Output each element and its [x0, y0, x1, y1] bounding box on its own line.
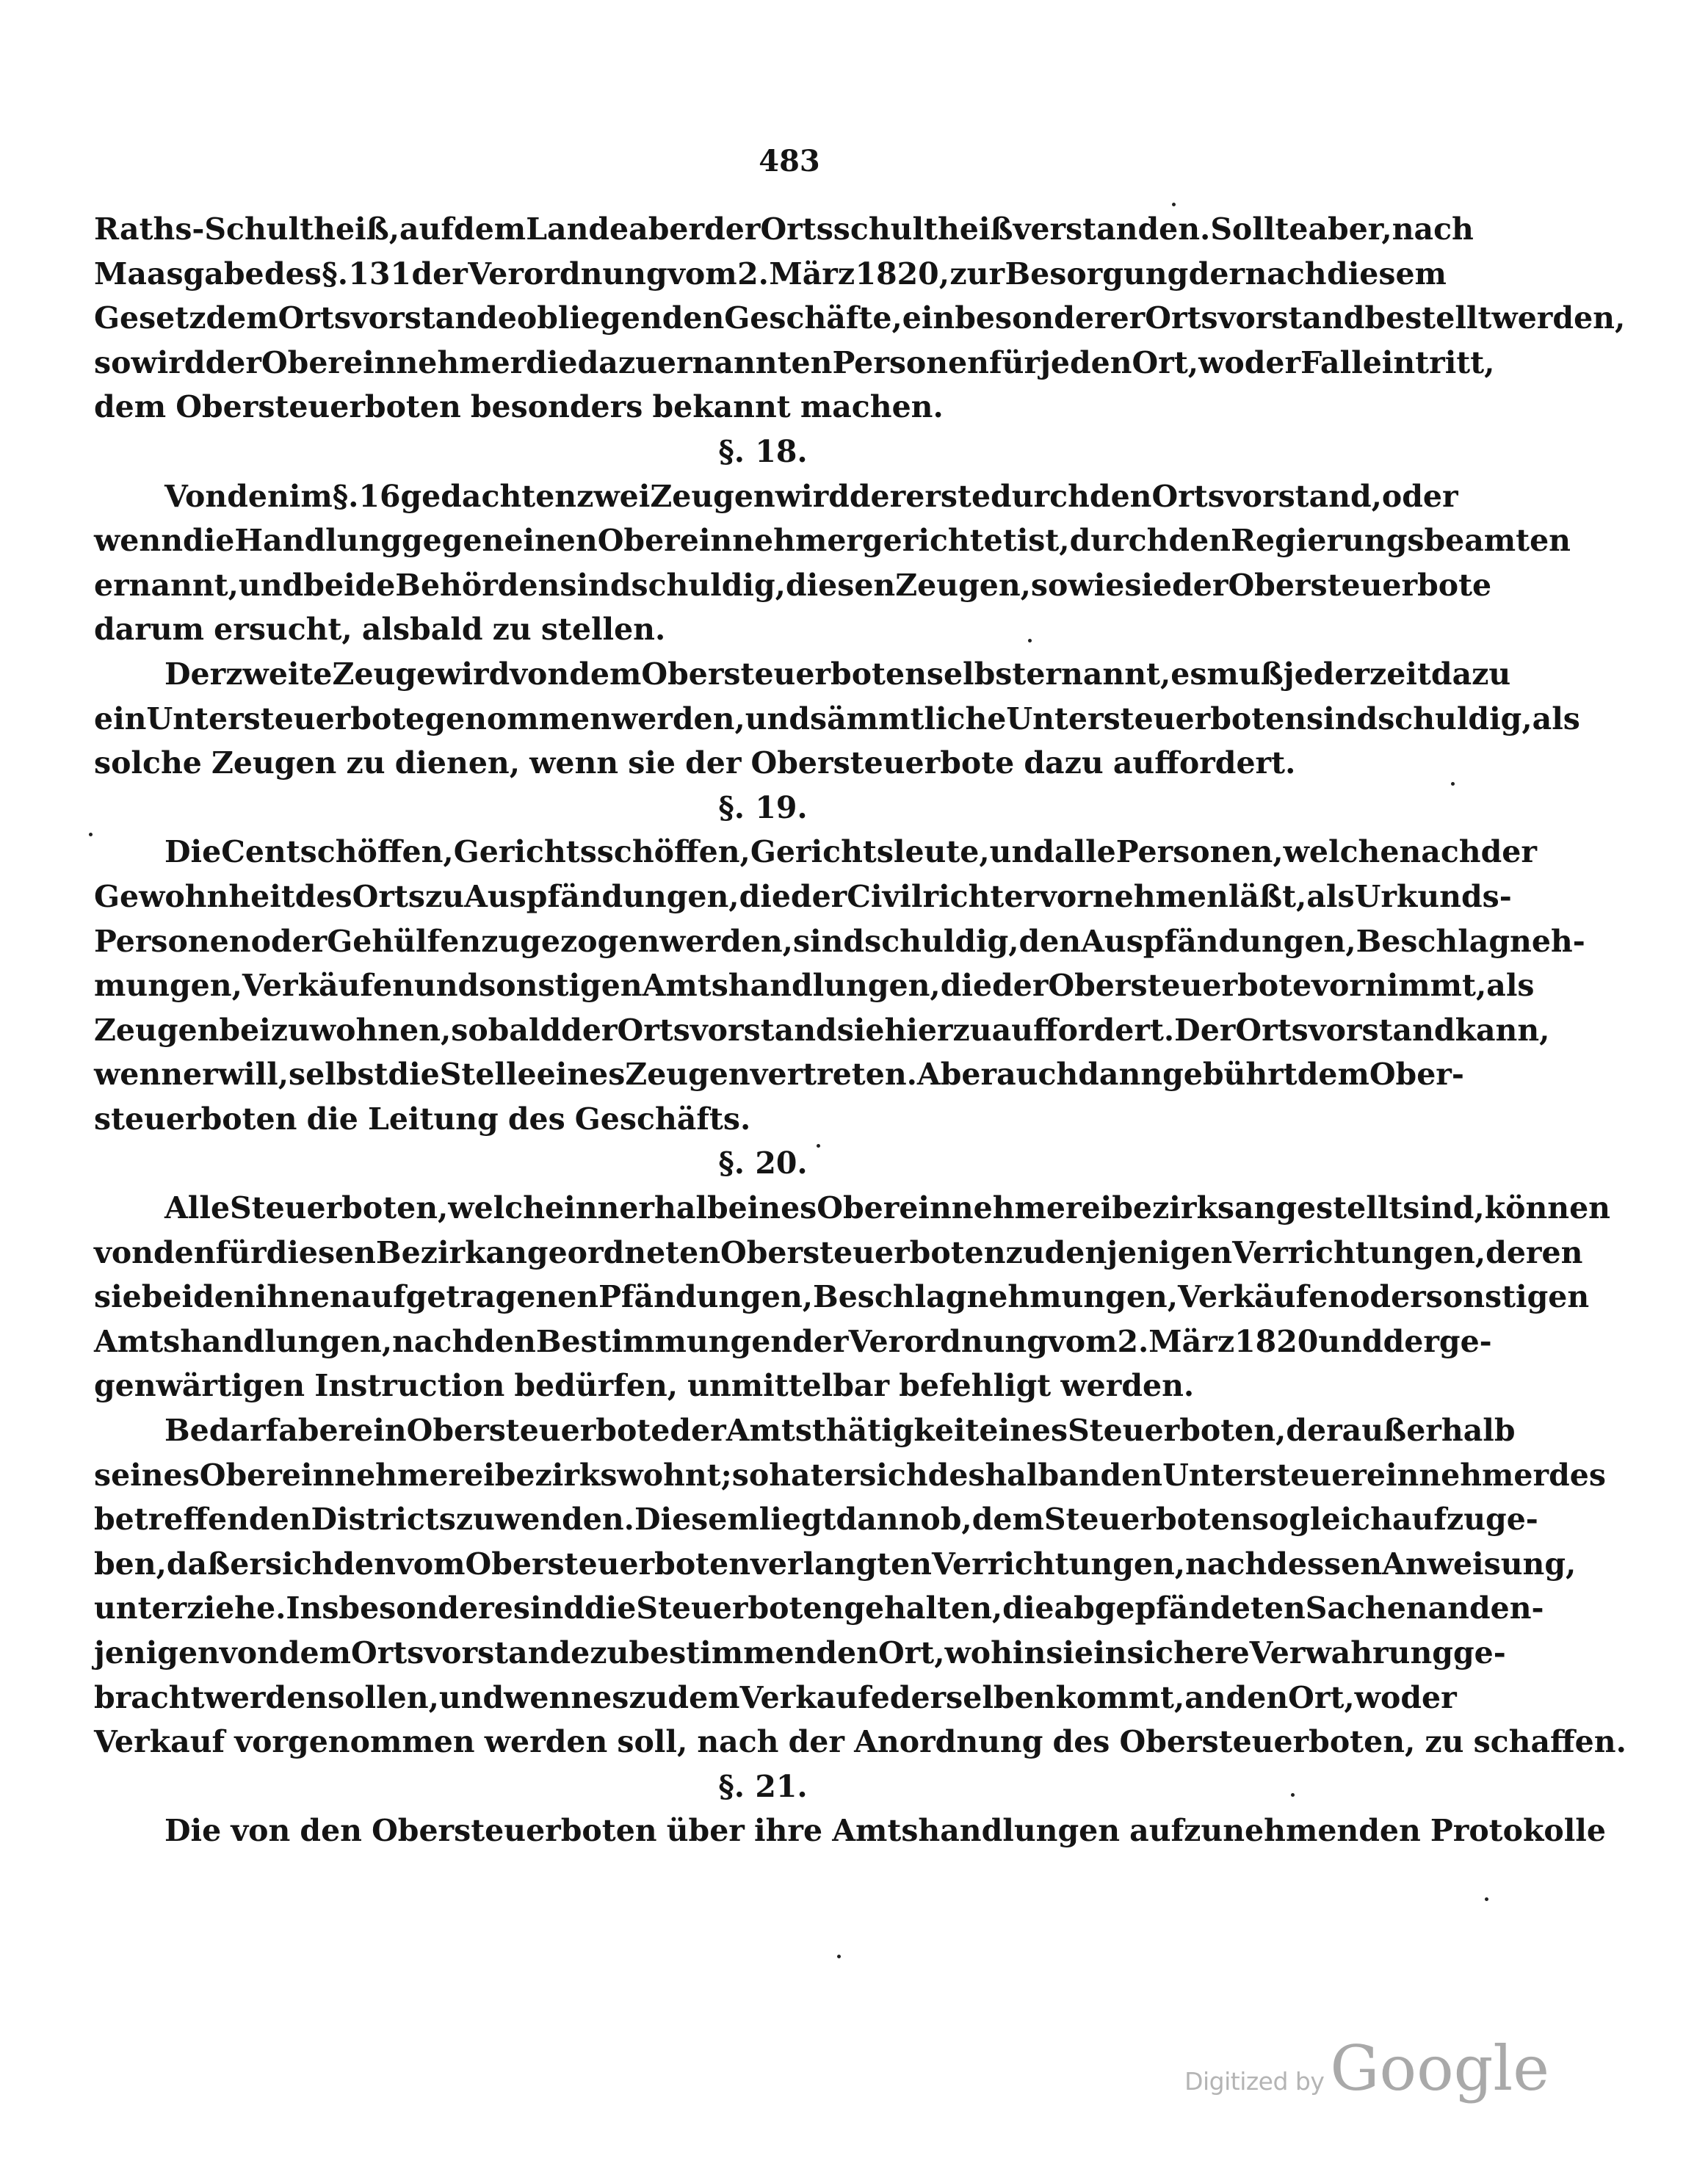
text-line: von den für diesen Bezirk angeordneten Obersteuerboten zu denjenigen Verrichtungen, deren [94, 1234, 1583, 1270]
watermark-prefix: Digitized by [1184, 2067, 1325, 2096]
text-line: ben, daß er sich den vom Obersteuerboten verlangten Verrichtungen, nach dessen Anweisung, [94, 1546, 1577, 1582]
text-line: dem Obersteuerboten besonders bekannt machen. [94, 389, 944, 425]
text-line: steuerboten die Leitung des Geschäfts. [94, 1101, 751, 1137]
body-text [94, 207, 1626, 1853]
text-line: wenn er will, selbst die Stelle eines Zeugen vertreten. Aber auch dann gebührt dem Ober- [94, 1057, 1464, 1093]
page-number: 483 [759, 144, 820, 178]
scan-speck [1451, 782, 1455, 786]
text-line: mungen, Verkäufen und sonstigen Amtshandlungen, die der Obersteuerbote vornimmt, als [94, 968, 1535, 1004]
text-line: wenn die Handlung gegen einen Obereinnehmer gerichtet ist, durch den Regierungsbeamten [94, 523, 1571, 559]
scan-speck [837, 1955, 841, 1958]
text-line: Zeugen beizuwohnen, sobald der Ortsvorstand sie hierzu auffordert. Der Ortsvorstand kann, [94, 1012, 1550, 1048]
text-line: Gewohnheit des Orts zu Auspfändungen, die der Civilrichter vornehmen läßt, als Urkunds- [94, 878, 1512, 914]
section-heading: §. 19. [718, 789, 808, 825]
scan-speck [1172, 203, 1176, 206]
text-line: genwärtigen Instruction bedürfen, unmittelbar befehligt werden. [94, 1368, 1195, 1404]
text-line: darum ersucht, alsbald zu stellen. [94, 612, 666, 648]
section-heading: §. 20. [718, 1145, 808, 1181]
text-line: Personen oder Gehülfen zugezogen werden, sind schuldig, den Auspfändungen, Beschlagneh- [94, 923, 1585, 959]
text-line: Raths-Schultheiß, auf dem Lande aber der Ortsschultheiß verstanden. Sollte aber, nach [94, 211, 1474, 247]
text-line: Alle Steuerboten, welche innerhalb eines Obereinnehmereibezirks angestellt sind, können [164, 1190, 1610, 1226]
text-line: seines Obereinnehmereibezirks wohnt; so hat er sich deshalb an den Untersteuereinnehmer des [94, 1457, 1606, 1493]
digitization-watermark [1184, 2032, 1549, 2104]
scan-speck [1291, 1793, 1295, 1797]
text-line: so wird der Obereinnehmer die dazu ernannten Personen für jeden Ort, wo der Fall eintritt, [94, 344, 1495, 380]
text-line: unterziehe. Insbesondere sind die Steuerboten gehalten, die abgepfändeten Sachen an den- [94, 1590, 1544, 1626]
text-line: Gesetz dem Ortsvorstande obliegenden Geschäfte, ein besonderer Ortsvorstand bestellt werden, [94, 300, 1626, 336]
watermark-logo: Google [1330, 2032, 1549, 2104]
text-line: ernannt, und beide Behörden sind schuldig, diesen Zeugen, so wie sie der Obersteuerbote [94, 567, 1492, 603]
text-line: sie bei den ihnen aufgetragenen Pfändungen, Beschlagnehmungen, Verkäufen oder sonstigen [94, 1279, 1590, 1315]
text-line: solche Zeugen zu dienen, wenn sie der Obersteuerbote dazu auffordert. [94, 745, 1296, 781]
text-line: ein Untersteuerbote genommen werden, und sämmtliche Untersteuerboten sind schuldig, als [94, 701, 1580, 736]
text-line: Die von den Obersteuerboten über ihre Amtshandlungen aufzunehmenden Protokolle [164, 1813, 1606, 1849]
text-line: jenigen von dem Ortsvorstande zu bestimmenden Ort, wohin sie in sichere Verwahrung ge- [94, 1635, 1506, 1670]
section-heading: §. 18. [718, 433, 808, 469]
text-line: Von den im §. 16 gedachten zwei Zeugen wird der erste durch den Ortsvorstand, oder [164, 478, 1458, 514]
scan-speck [817, 1144, 820, 1148]
text-line: Amtshandlungen, nach den Bestimmungen der Verordnung vom 2. März 1820 und der ge- [94, 1323, 1492, 1359]
section-heading: §. 21. [718, 1768, 808, 1804]
scan-speck [1485, 1897, 1488, 1901]
scan-speck [1028, 639, 1032, 642]
text-line: betreffenden Districts zu wenden. Diesem liegt dann ob, dem Steuerboten sogleich aufzuge- [94, 1502, 1538, 1538]
text-line: Maasgabe des §. 131 der Verordnung vom 2. März 1820, zur Besorgung der nach diesem [94, 256, 1447, 292]
text-line: Der zweite Zeuge wird von dem Obersteuerboten selbst ernannt, es muß jederzeit dazu [164, 656, 1511, 692]
text-line: Die Centschöffen, Gerichtsschöffen, Gerichtsleute, und alle Personen, welche nach der [164, 834, 1537, 870]
text-line: Bedarf aber ein Obersteuerbote der Amtsthätigkeit eines Steuerboten, der außerhalb [164, 1413, 1516, 1449]
text-line: Verkauf vorgenommen werden soll, nach der Anordnung des Obersteuerboten, zu schaffen. [94, 1724, 1626, 1760]
scan-speck [89, 833, 93, 836]
text-line: bracht werden sollen, und wenn es zu dem Verkaufe derselben kommt, an den Ort, wo der [94, 1679, 1457, 1715]
